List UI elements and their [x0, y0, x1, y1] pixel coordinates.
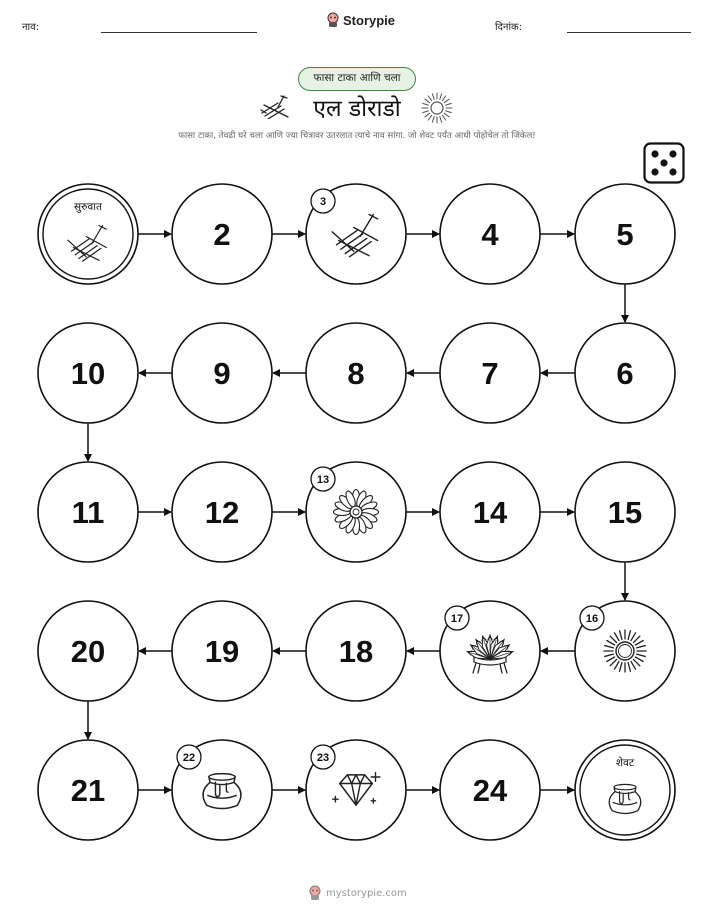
- space-number: 21: [70, 773, 106, 808]
- board-space-21[interactable]: [38, 740, 138, 840]
- honey-pot-icon: [203, 774, 241, 809]
- space-number: 8: [347, 356, 365, 391]
- date-label: दिनांक:: [495, 22, 523, 33]
- board-space-15[interactable]: [575, 462, 675, 562]
- board-space-23[interactable]: [306, 740, 406, 840]
- board-space-10[interactable]: [38, 323, 138, 423]
- board-space-22[interactable]: [172, 740, 272, 840]
- mascot-icon: [308, 885, 322, 901]
- space-number: 17: [450, 613, 464, 625]
- board-space-5[interactable]: [575, 184, 675, 284]
- space-number: 20: [70, 634, 106, 669]
- space-number: 6: [616, 356, 634, 391]
- space-number: 7: [481, 356, 499, 391]
- space-number: 18: [338, 634, 374, 669]
- space-number: 14: [472, 495, 508, 530]
- finish-space[interactable]: [575, 740, 675, 840]
- sun-icon: [604, 630, 646, 672]
- board-space-3[interactable]: [306, 184, 406, 284]
- game-title: एल डोराडो: [313, 96, 401, 122]
- board-space-19[interactable]: [172, 601, 272, 701]
- finish-label: शेवट: [615, 757, 635, 769]
- board-space-9[interactable]: [172, 323, 272, 423]
- footer-site: mystorypie.com: [326, 887, 407, 899]
- space-number: 3: [319, 196, 327, 208]
- board-space-20[interactable]: [38, 601, 138, 701]
- board-space-6[interactable]: [575, 323, 675, 423]
- board-space-17[interactable]: [440, 601, 540, 701]
- board-space-8[interactable]: [306, 323, 406, 423]
- board-space-13[interactable]: [306, 462, 406, 562]
- space-number: 2: [213, 217, 231, 252]
- board-space-4[interactable]: [440, 184, 540, 284]
- space-number: 16: [585, 613, 599, 625]
- board-space-12[interactable]: [172, 462, 272, 562]
- space-number: 11: [71, 495, 105, 530]
- flower-icon: [334, 490, 379, 535]
- space-number: 24: [472, 773, 508, 808]
- game-tag: फासा टाका आणि चला: [298, 67, 416, 91]
- space-number: 19: [204, 634, 240, 669]
- space-number: 22: [182, 752, 196, 764]
- space-number: 15: [607, 495, 643, 530]
- board-space-11[interactable]: [38, 462, 138, 562]
- instructions: फासा टाका, तेवढी घरे चला आणि ज्या चित्रावर उतरलात त्याचे नाव सांगा. जो शेवट पर्यंत आधी पोहोचेल तो जिंकेल!: [178, 131, 536, 141]
- board-space-14[interactable]: [440, 462, 540, 562]
- name-label: नाव:: [22, 22, 40, 33]
- footer: [308, 885, 407, 901]
- board-space-16[interactable]: [575, 601, 675, 701]
- board-space-24[interactable]: [440, 740, 540, 840]
- board-space-2[interactable]: [172, 184, 272, 284]
- start-space[interactable]: [38, 184, 138, 284]
- space-number: 13: [316, 474, 330, 486]
- space-number: 10: [70, 356, 106, 391]
- start-label: सुरुवात: [74, 201, 102, 213]
- space-number: 9: [213, 356, 231, 391]
- board-space-7[interactable]: [440, 323, 540, 423]
- space-number: 4: [481, 217, 499, 252]
- honey-pot-icon: [609, 784, 641, 813]
- space-number: 12: [204, 495, 240, 530]
- space-number: 5: [616, 217, 634, 252]
- board-space-18[interactable]: [306, 601, 406, 701]
- brand-name: Storypie: [343, 12, 396, 28]
- space-number: 23: [316, 752, 330, 764]
